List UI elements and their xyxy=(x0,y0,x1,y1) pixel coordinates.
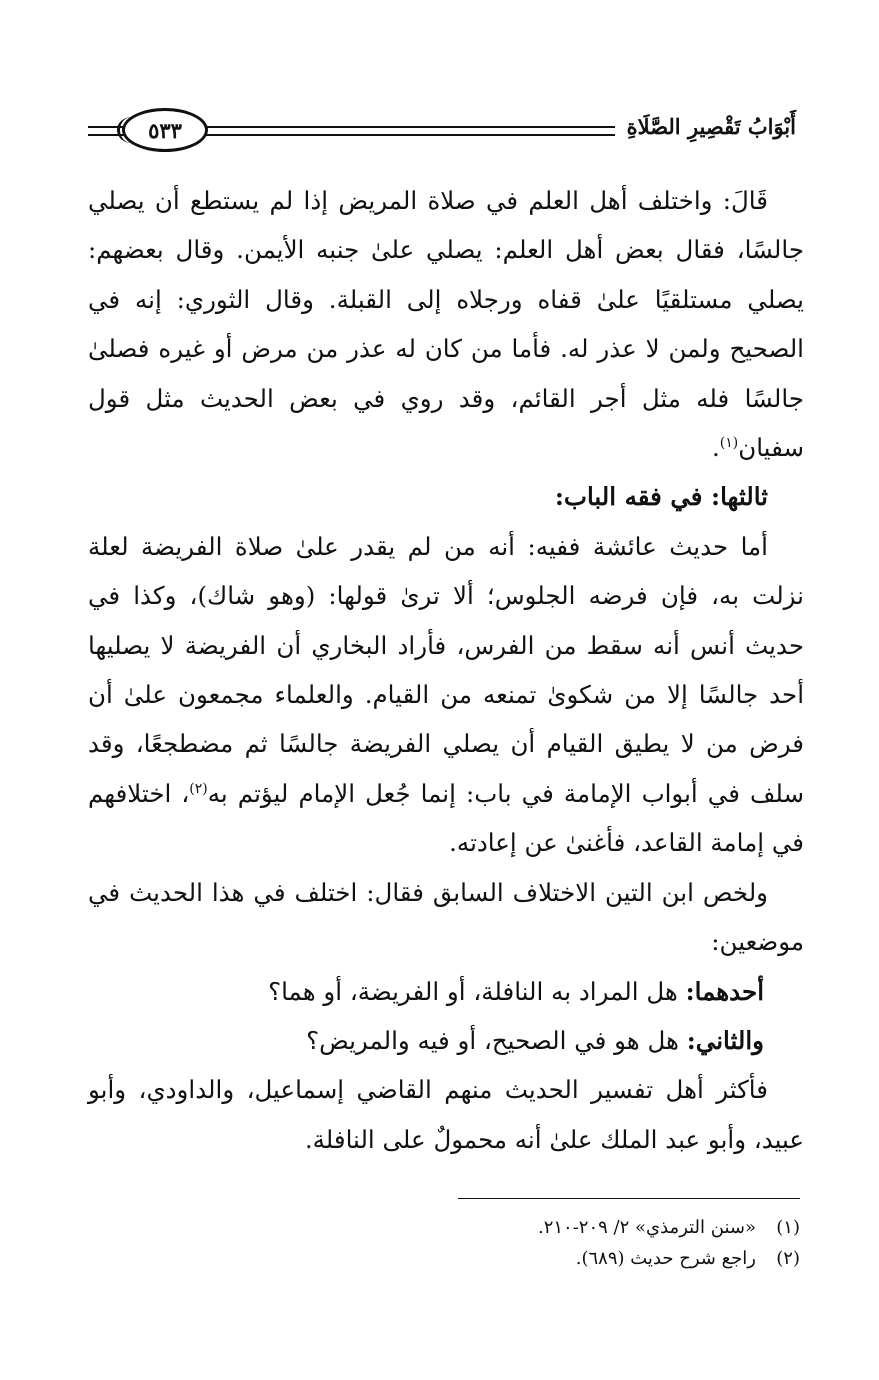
footnote-ref-2: (٢) xyxy=(189,780,208,797)
page-number: ٥٣٣ xyxy=(148,117,182,143)
list-item-1 xyxy=(88,967,804,1016)
paragraph-2 xyxy=(88,522,804,868)
paragraph-2-end: ، اختلافهم في إمامة القاعد، فأغنىٰ عن إعادته. xyxy=(88,778,804,858)
paragraph-2-text: أما حديث عائشة ففيه: أنه من لم يقدر علىٰ صلاة الفريضة لعلة نزلت به، فإن فرضه الجلوس؛ ألا ترىٰ قولها: (وهو شاك)، وكذا في حديث أنس أنه سقط من الفرس، فأراد البخاري أن الفريضة لا يصليها أحد جالسًا إلا من شكوىٰ تمنعه من القيام. والعلماء مجمعون علىٰ أن فرض من لا يطيق القيام أن يصلي الفريضة جالسًا ثم مضطجعًا، وقد سلف في أبواب الإمامة في باب: إنما جُعل الإمام ليؤتم به xyxy=(88,531,804,808)
footnotes xyxy=(88,1212,800,1274)
main-text xyxy=(88,176,804,1164)
list-item-1-label: أحدهما: xyxy=(685,976,764,1006)
footnote-1-number: (١) xyxy=(776,1217,800,1238)
footnote-ref-1: (١) xyxy=(719,434,739,451)
list-item-1-text: هل المراد به النافلة، أو الفريضة، أو هما؟ xyxy=(268,976,678,1006)
paragraph-1 xyxy=(88,176,804,472)
page-header xyxy=(88,108,800,156)
list-item-2-text: هل هو في الصحيح، أو فيه والمريض؟ xyxy=(306,1025,679,1055)
footnote-2-text: راجع شرح حديث (٦٨٩). xyxy=(575,1248,756,1269)
list-item-2-label: والثاني: xyxy=(686,1025,764,1055)
paragraph-3: ولخص ابن التين الاختلاف السابق فقال: اختلف في هذا الحديث في موضعين: xyxy=(88,877,804,957)
paragraph-1-end: . xyxy=(711,433,720,463)
section-heading: ثالثها: في فقه الباب: xyxy=(554,482,768,512)
list-item-2 xyxy=(88,1016,804,1065)
paragraph-4: فأكثر أهل تفسير الحديث منهم القاضي إسماعيل، والداودي، وأبو عبيد، وأبو عبد الملك علىٰ أنه محمولٌ على النافلة. xyxy=(88,1075,804,1154)
paragraph-1-text: قَالَ: واختلف أهل العلم في صلاة المريض إذا لم يستطع أن يصلي جالسًا، فقال بعض أهل العلم: يصلي علىٰ جنبه الأيمن. وقال بعضهم: يصلي مستلقيًا علىٰ قفاه ورجلاه إلى القبلة. وقال الثوري: إنه في الصحيح ولمن لا عذر له. فأما من كان له عذر من مرض أو غيره فصلىٰ جالسًا فله مثل أجر القائم، وقد روي في بعض الحديث مثل قول سفيان xyxy=(88,186,804,463)
footnote-2 xyxy=(88,1243,800,1274)
chapter-title: أَبْوَابُ تَقْصِيرِ الصَّلَاةِ xyxy=(615,110,800,144)
footnote-separator xyxy=(458,1198,800,1199)
footnote-2-number: (٢) xyxy=(776,1248,800,1269)
footnote-1 xyxy=(88,1212,800,1243)
page-number-badge xyxy=(122,108,208,152)
footnote-1-text: «سنن الترمذي» ٢/ ٢٠٩-٢١٠. xyxy=(537,1217,756,1238)
